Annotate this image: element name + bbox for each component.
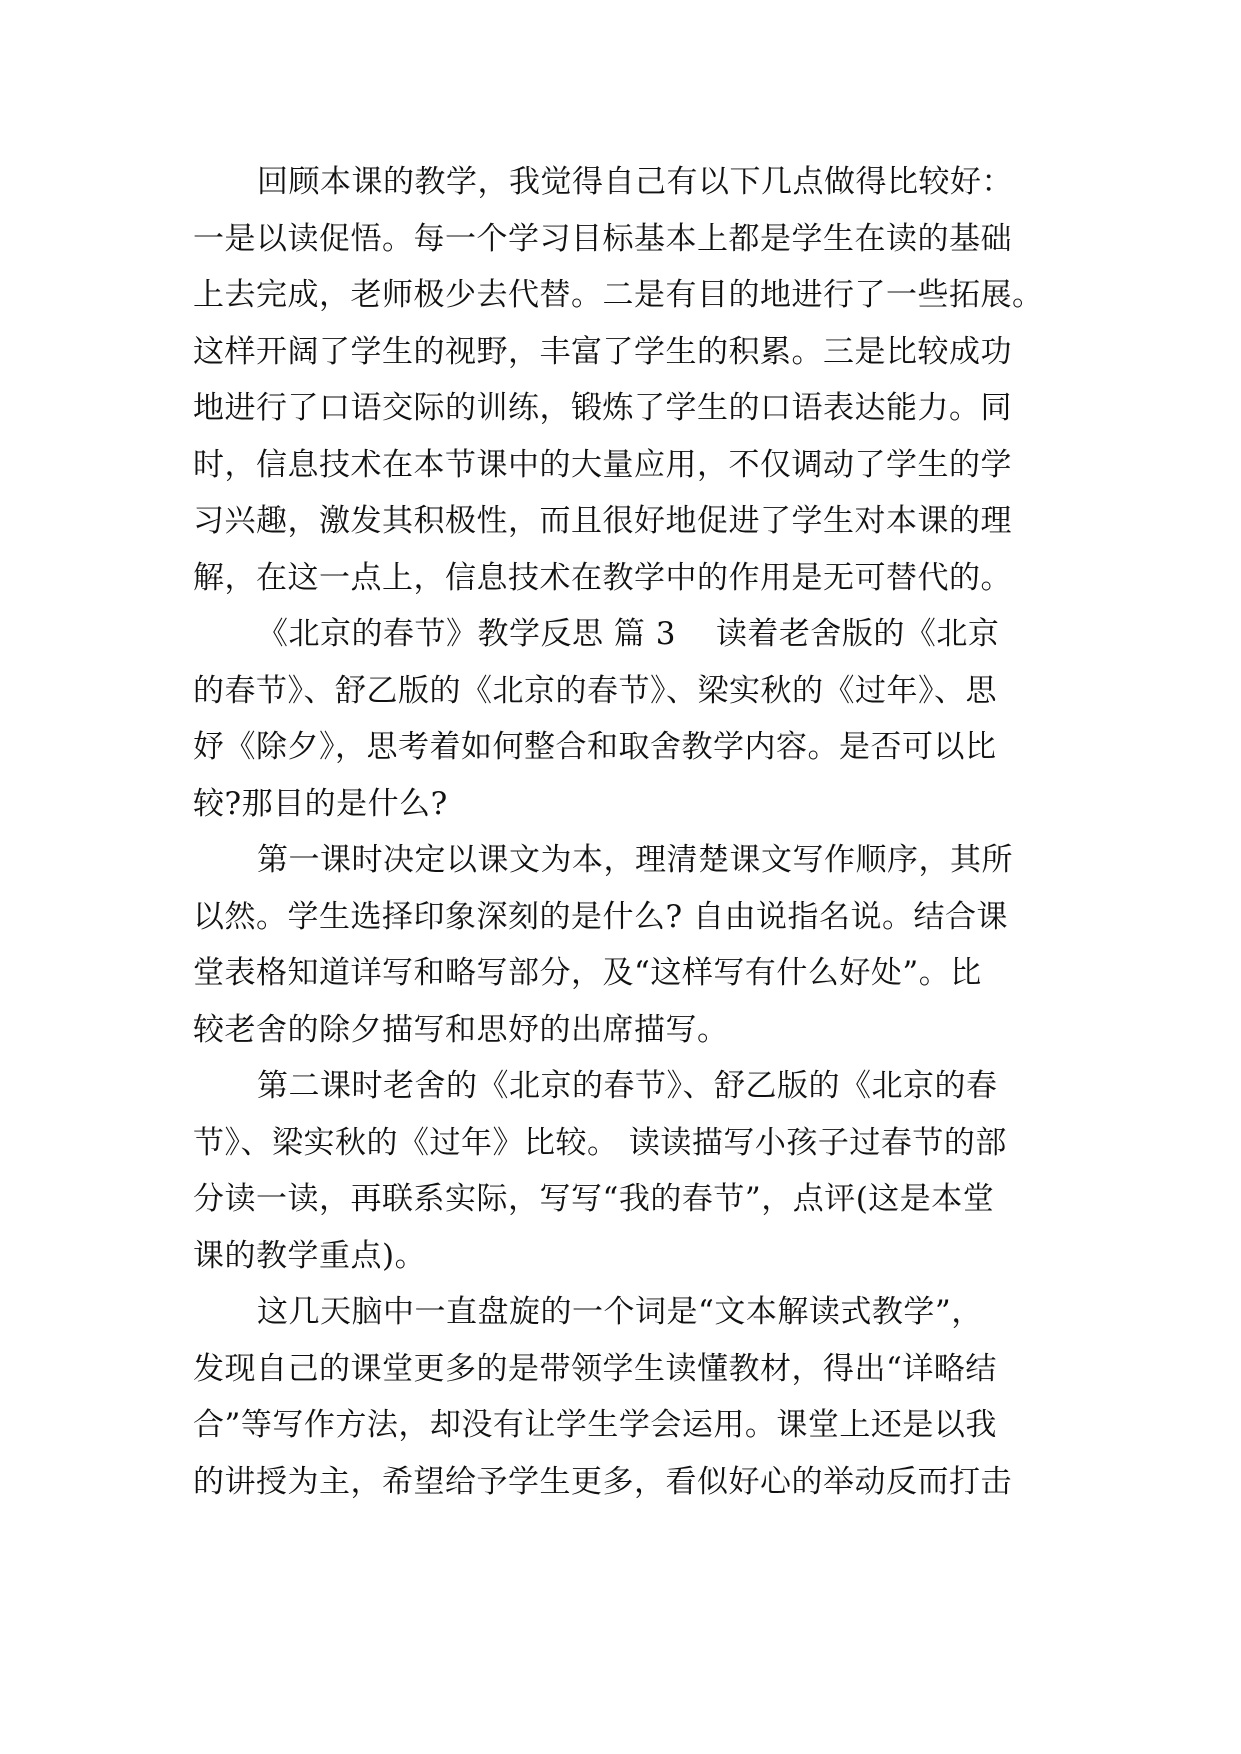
section-heading-line (193, 606, 1055, 663)
text-line: 合”等写作方法，却没有让学生学会运用。课堂上还是以我 (193, 1407, 997, 1443)
text-line: 节》、梁实秋的《过年》比较。 读读描写小孩子过春节的部 (193, 1124, 1007, 1161)
text-line: 较?那目的是什么? (193, 785, 448, 822)
text-line: 妤《除夕》，思考着如何整合和取舍教学内容。是否可以比 (193, 729, 997, 765)
text-line: 课的教学重点)。 (193, 1237, 427, 1274)
text-line: 习兴趣，激发其积极性，而且很好地促进了学生对本课的理 (193, 503, 1012, 539)
text-line: 这样开阔了学生的视野，丰富了学生的积累。三是比较成功 (193, 333, 1012, 370)
text-line: 地进行了口语交际的训练，锻炼了学生的口语表达能力。同 (193, 390, 1012, 426)
text-line: 的春节》、舒乙版的《北京的春节》、梁实秋的《过年》、思 (193, 672, 997, 709)
text-line: 的讲授为主，希望给予学生更多，看似好心的举动反而打击 (193, 1463, 1012, 1500)
text-line: 上去完成，老师极少去代替。二是有目的地进行了一些拓展。 (193, 277, 1044, 313)
text-line: 回顾本课的教学，我觉得自己有以下几点做得比较好： (257, 164, 1013, 200)
text-line: 较老舍的除夕描写和思妤的出席描写。 (193, 1011, 729, 1048)
text-line: 这几天脑中一直盘旋的一个词是“文本解读式教学”， (257, 1294, 983, 1330)
text-line: 时，信息技术在本节课中的大量应用，不仅调动了学生的学 (193, 446, 1012, 483)
text-line: 第一课时决定以课文为本，理清楚课文写作顺序，其所 (257, 842, 1013, 878)
text-line: 分读一读，再联系实际，写写“我的春节”，点评(这是本堂 (193, 1181, 995, 1217)
document-body (193, 154, 1055, 1510)
text-line: 一是以读促悟。每一个学习目标基本上都是学生在读的基础 (193, 220, 1012, 257)
text-line: 堂表格知道详写和略写部分，及“这样写有什么好处”。比 (193, 955, 982, 991)
section-heading: 《北京的春节》教学反思 篇 3 (257, 616, 676, 652)
text-line: 以然。学生选择印象深刻的是什么? 自由说指名说。结合课 (193, 898, 1008, 935)
text-line: 发现自己的课堂更多的是带领学生读懂教材，得出“详略结 (193, 1350, 997, 1387)
text-line: 第二课时老舍的《北京的春节》、舒乙版的《北京的春 (257, 1068, 998, 1104)
section-body-start: 读着老舍版的《北京 (715, 616, 1000, 652)
text-line: 解，在这一点上，信息技术在教学中的作用是无可替代的。 (193, 559, 1012, 596)
